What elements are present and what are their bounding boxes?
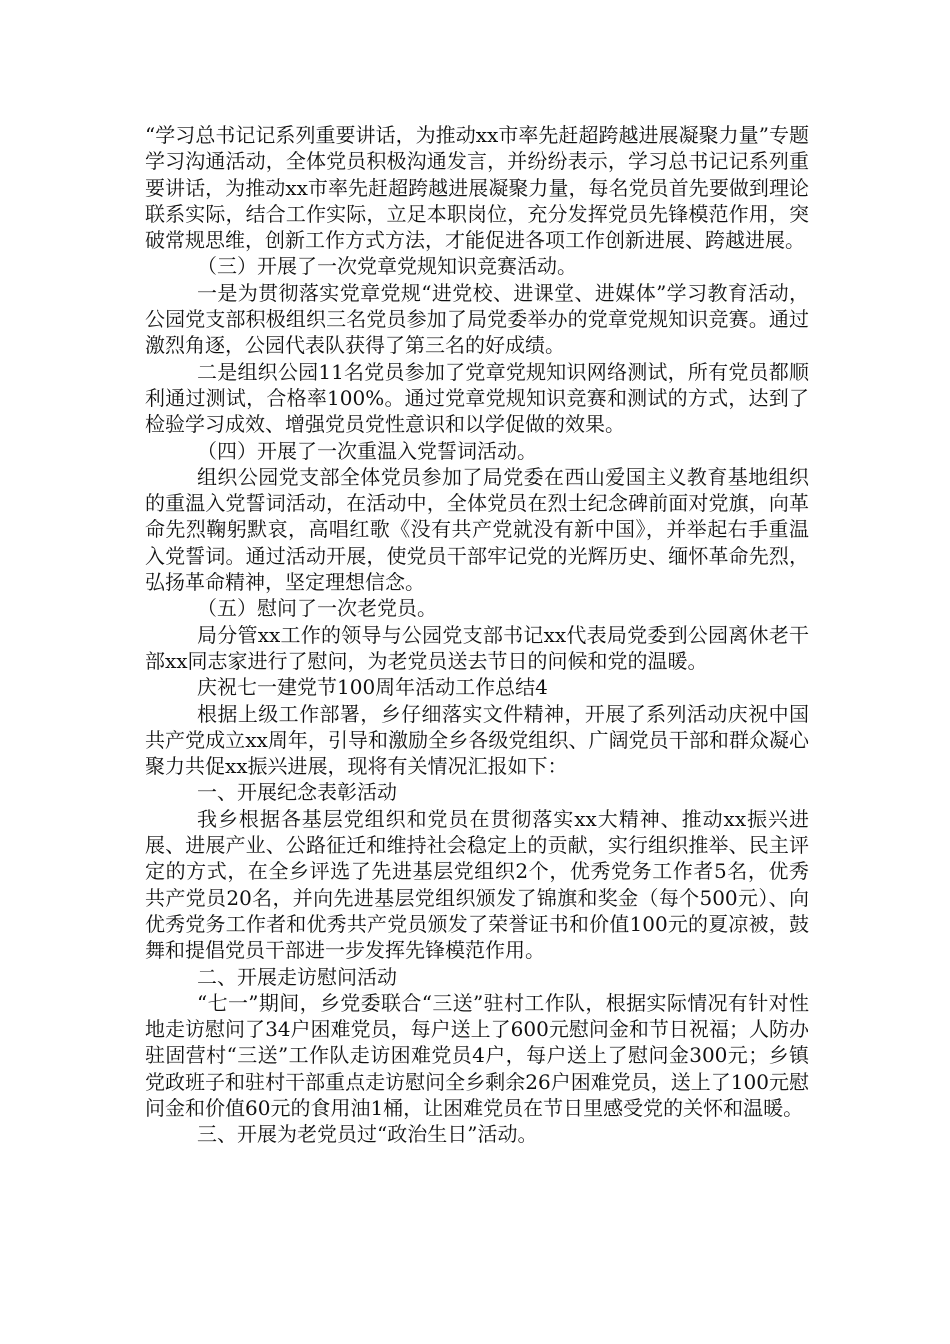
- section-heading-3: （三）开展了一次党章党规知识竞赛活动。: [197, 254, 577, 279]
- paragraph-1: “学习总书记记系列重要讲话，为推动xx市率先赶超跨越进展凝聚力量”专题学习沟通活动，全体党员积极沟通发言，并纷纷表示，学习总书记记系列重要讲话，为推动xx市率先赶超跨越进展凝聚力量，每名党员首先要做到理论联系实际，结合工作实际，立足本职岗位，充分发挥党员先锋模范作用，突破常规思维，创新工作方式方法，才能促进各项工作创新进展、跨越进展。: [145, 123, 809, 253]
- paragraph-10: 根据上级工作部署，乡仔细落实文件精神，开展了系列活动庆祝中国共产党成立xx周年，引导和激励全乡各级党组织、广阔党员干部和群众凝心聚力共促xx振兴进展，现将有关情况汇报如下：: [145, 701, 809, 779]
- document-title-4: 庆祝七一建党节100周年活动工作总结4: [197, 675, 548, 700]
- paragraph-6: 组织公园党支部全体党员参加了局党委在西山爱国主义教育基地组织的重温入党誓词活动，在活动中，全体党员在烈士纪念碑前面对党旗，向革命先烈鞠躬默哀，高唱红歌《没有共产党就没有新中国》，并举起右手重温入党誓词。通过活动开展，使党员干部牢记党的光辉历史、缅怀革命先烈，弘扬革命精神，坚定理想信念。: [145, 464, 809, 595]
- paragraph-8: 局分管xx工作的领导与公园党支部书记xx代表局党委到公园离休老干部xx同志家进行了慰问，为老党员送去节日的问候和党的温暖。: [145, 622, 809, 673]
- paragraph-12: 我乡根据各基层党组织和党员在贯彻落实xx大精神、推动xx振兴进展、进展产业、公路征迁和维持社会稳定上的贡献，实行组织推举、民主评定的方式，在全乡评选了先进基层党组织2个，优秀党务工作者5名，优秀共产党员20名，并向先进基层党组织颁发了锦旗和奖金（每个500元）、向优秀党务工作者和优秀共产党员颁发了荣誉证书和价值100元的夏凉被，鼓舞和提倡党员干部进一步发挥先锋模范作用。: [145, 806, 809, 963]
- section-heading-2: 二、开展走访慰问活动: [197, 964, 397, 989]
- section-heading-1: 一、开展纪念表彰活动: [197, 780, 397, 805]
- document-page: [145, 122, 809, 1148]
- section-heading-5: （五）慰问了一次老党员。: [197, 596, 437, 621]
- paragraph-4: 二是组织公园11名党员参加了党章党规知识网络测试，所有党员都顺利通过测试，合格率100%。通过党章党规知识竞赛和测试的方式，达到了检验学习成效、增强党员党性意识和以学促做的效果。: [145, 359, 809, 437]
- section-heading-3b: 三、开展为老党员过“政治生日”活动。: [197, 1122, 538, 1147]
- section-heading-4: （四）开展了一次重温入党誓词活动。: [197, 438, 537, 463]
- paragraph-14: “七一”期间，乡党委联合“三送”驻村工作队，根据实际情况有针对性地走访慰问了34户困难党员，每户送上了600元慰问金和节日祝福；人防办驻固营村“三送”工作队走访困难党员4户，每户送上了慰问金300元；乡镇党政班子和驻村干部重点走访慰问全乡剩余26户困难党员，送上了100元慰问金和价值60元的食用油1桶，让困难党员在节日里感受党的关怀和温暖。: [145, 990, 809, 1120]
- paragraph-3: 一是为贯彻落实党章党规“进党校、进课堂、进媒体”学习教育活动，公园党支部积极组织三名党员参加了局党委举办的党章党规知识竞赛。通过激烈角逐，公园代表队获得了第三名的好成绩。: [145, 280, 809, 358]
